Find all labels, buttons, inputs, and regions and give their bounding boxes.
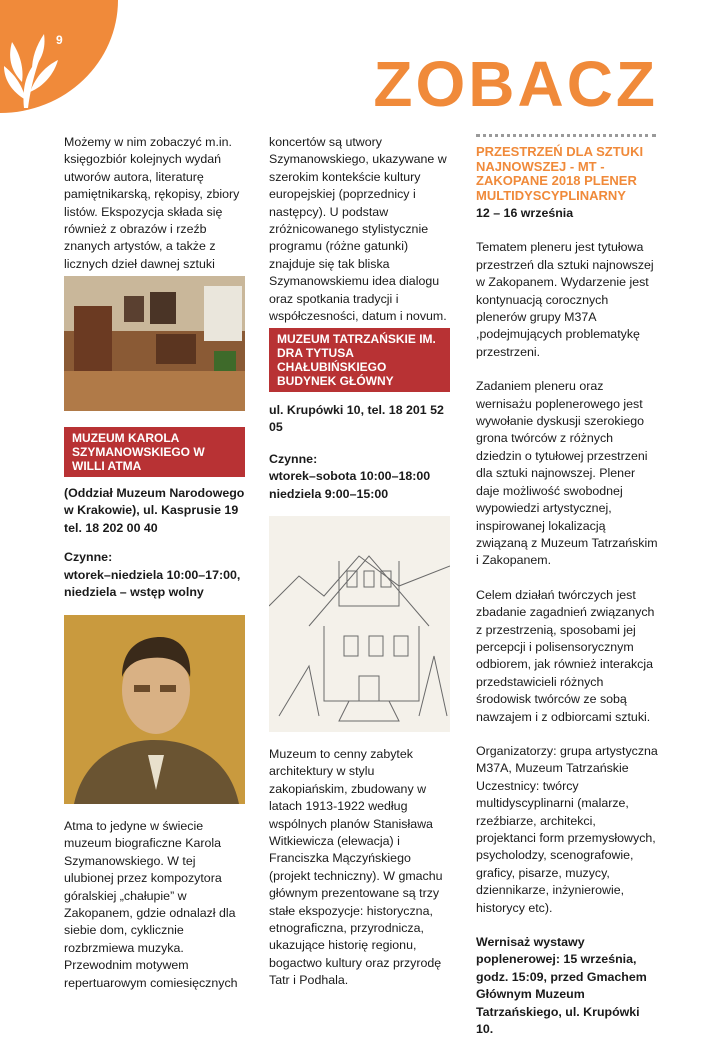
atma-description [64, 818, 246, 992]
plener-paragraph-2: Zadaniem pleneru oraz wernisażu poplenerowego jest wywołanie dyskusji szerokiego grona twórców z różnych dziedzin o tytułowej przestrzeni dla sztuki najnowszej. Plener daje możliwość swobodnej wypowiedzi artystycznej, inspirowanej lokalizacją związaną z Muzeum Tatrzańskim i Zakopanem. [476, 379, 658, 568]
col1-intro: Możemy w nim zobaczyć m.in. księgozbiór kolejnych wydań utworów autora, literaturę pamiętnikarską, rękopisy, zbiory listów. Ekspozycja składa się również z obrazów i rzeźb znanych artystów, a także z licznych dzieł dawnej sztuki [64, 135, 240, 271]
tatra-hours-label: Czynne: [269, 451, 318, 466]
plener-paragraph-1: Tematem pleneru jest tytułowa przestrzeń dla sztuki najnowszej w Zakopanem. Wydarzenie jest kontynuacją corocznych plenerów grupy M37A ,podejmujących problematykę przestrzeni. [476, 240, 654, 359]
plener-participants: Uczestnicy: twórcy multidyscyplinarni (malarze, rzeźbiarze, architekci, projektanci form przemysłowych, psycholodzy, scenografowie, graficy, pisarze, muzycy, dziennikarze, inżynierowie, historycy etc). [476, 778, 656, 915]
atma-info [64, 485, 246, 601]
atma-hours-label: Czynne: [64, 550, 113, 565]
column-1 [64, 134, 246, 291]
column-3 [476, 134, 658, 1038]
tatra-hours: wtorek–sobota 10:00–18:00 niedziela 9:00–15:00 [269, 469, 431, 501]
tatra-museum-info [269, 402, 454, 503]
plener-vernissage: Wernisaż wystawy poplenerowej: 15 września, godz. 15:09, przed Gmachem Głównym Muzeum Tatrzańskiego, ul. Krupówki 10. [476, 935, 647, 1037]
page-title: ZOBACZ [373, 48, 658, 120]
dotted-divider [476, 134, 656, 137]
atma-body: Atma to jedyne w świecie muzeum biograficzne Karola Szymanowskiego. W tej ulubionej przez kompozytora góralskiej „chałupie” w Zakopanem, gdzie odnalazł dla siebie dom, cyklicznie rozbrzmiewa muzyka. Przewodnim motywem repertuarowym comiesięcznych [64, 819, 238, 990]
museum-building-sketch [269, 516, 450, 732]
tatra-museum-banner: MUZEUM TATRZAŃSKIE IM. DRA TYTUSA CHAŁUBIŃSKIEGO BUDYNEK GŁÓWNY [269, 328, 450, 392]
plener-paragraph-3: Celem działań twórczych jest zbadanie zagadnień związanych z przestrzenią, sposobami jej percepcji i polisensorycznym odbiorem, jak również interakcja przedstawicieli różnych środowisk twórców ze sobą nawzajem i z odbiorcami sztuki. [476, 587, 655, 724]
atma-interior-photo [64, 276, 245, 411]
page-number: 9 [56, 33, 63, 47]
plener-heading: PRZESTRZEŃ DLA SZTUKI NAJNOWSZEJ - MT - ZAKOPANE 2018 PLENER MULTIDYSCYPLINARNY [476, 144, 644, 203]
column-2 [269, 134, 454, 325]
plener-organizers: Organizatorzy: grupa artystyczna M37A, Muzeum Tatrzańskie [476, 743, 658, 776]
atma-hours: wtorek–niedziela 10:00–17:00, niedziela – wstęp wolny [64, 567, 241, 600]
tatra-address: ul. Krupówki 10, tel. 18 201 52 05 [269, 403, 444, 435]
tatra-body: Muzeum to cenny zabytek architektury w stylu zakopiańskim, zbudowany w latach 1913-1922 według wspólnych planów Stanisława Witkiewicza (elewacja) i Franciszka Mączyńskiego (projekt techniczny). W gmachu głównym prezentowane są trzy stałe ekspozycje: historyczna, etnograficzna, przyrodnicza, ukazujące historię regionu, bogactwo kultury oraz przyrodę Tatr i Podhala. [269, 747, 443, 988]
atma-banner: MUZEUM KAROLA SZYMANOWSKIEGO W WILLI ATMA [64, 427, 245, 477]
plener-dates: 12 – 16 września [476, 206, 574, 220]
corner-decoration [0, 0, 118, 113]
atma-address: (Oddział Muzeum Narodowego w Krakowie), ul. Kasprusie 19 tel. 18 202 00 40 [64, 486, 245, 535]
tatra-museum-description [269, 746, 454, 990]
col2-intro: koncertów są utwory Szymanowskiego, ukazywane w szerokim kontekście kultury europejskiej (poprzednicy i następcy). U podstaw zróżnicowanego stylistycznie programu (różne gatunki) znajduje się tak bliska Szymanowskiemu idea dialogu oraz spotkania tradycji i współczesności, datum i novum. [269, 135, 447, 324]
szymanowski-portrait [64, 615, 245, 804]
